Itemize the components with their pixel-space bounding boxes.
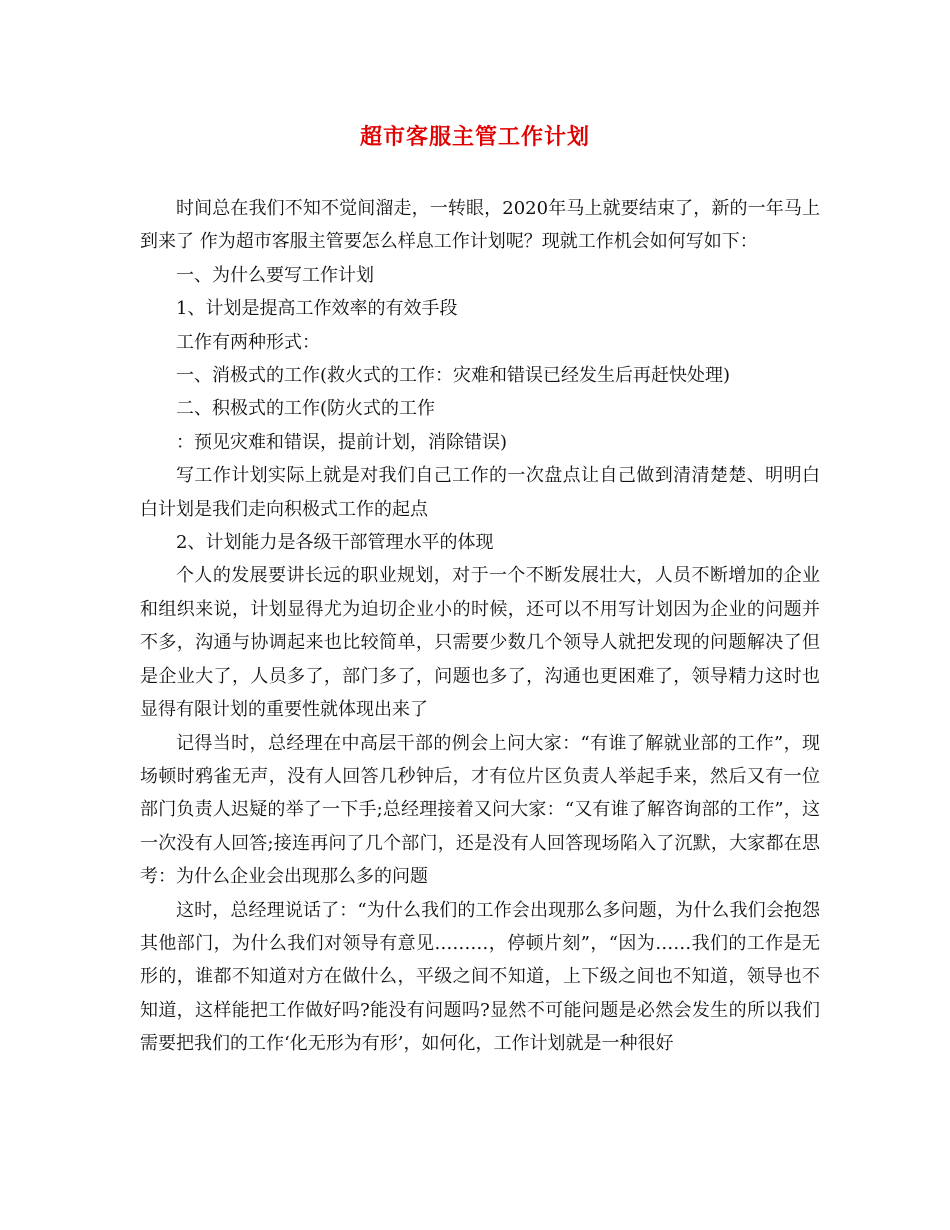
paragraph: 工作有两种形式： (176, 331, 320, 353)
paragraph: 一、为什么要写工作计划 (176, 264, 374, 286)
paragraph: ：预见灾难和错误，提前计划，消除错误) (176, 431, 508, 453)
paragraph: 这时，总经理说话了：“为什么我们的工作会出现那么多问题，为什么我们会抱怨其他部门，为什么我们对领导有意见………，停顿片刻”，“因为……我们的工作是无形的，谁都不知道对方在做什么，平级之间不知道，上下级之间也不知道，领导也不知道，这样能把工作做好吗?能没有问题吗?显然不可能问题是必然会发生的所以我们需要把我们的工作‘化无形为有形’，如何化，工作计划就是一种很好 (140, 899, 820, 1055)
paragraph: 个人的发展要讲长远的职业规划，对于一个不断发展壮大，人员不断增加的企业和组织来说，计划显得尤为迫切企业小的时候，还可以不用写计划因为企业的问题并不多，沟通与协调起来也比较简单，只需要少数几个领导人就把发现的问题解决了但是企业大了，人员多了，部门多了，问题也多了，沟通也更困难了，领导精力这时也显得有限计划的重要性就体现出来了 (140, 565, 820, 721)
paragraph: 二、积极式的工作(防火式的工作 (176, 398, 436, 420)
paragraph: 1、计划是提高工作效率的有效手段 (176, 298, 458, 320)
paragraph: 记得当时，总经理在中高层干部的例会上问大家：“有谁了解就业部的工作”，现场顿时鸦雀无声，没有人回答几秒钟后，才有位片区负责人举起手来，然后又有一位部门负责人迟疑的举了一下手;总经理接着又问大家：“又有谁了解咨询部的工作”，这一次没有人回答;接连再问了几个部门，还是没有人回答现场陷入了沉默，大家都在思考：为什么企业会出现那么多的问题 (140, 732, 820, 888)
paragraph: 写工作计划实际上就是对我们自己工作的一次盘点让自己做到清清楚楚、明明白白计划是我们走向积极式工作的起点 (140, 465, 820, 520)
document-title: 超市客服主管工作计划 (359, 124, 590, 150)
paragraph: 2、计划能力是各级干部管理水平的体现 (176, 532, 494, 554)
document-body (140, 192, 820, 1061)
paragraph: 时间总在我们不知不觉间溜走，一转眼，2020年马上就要结束了，新的一年马上到来了 作为超市客服主管要怎么样息工作计划呢？现就工作机会如何写如下： (140, 198, 820, 253)
paragraph: 一、消极式的工作(救火式的工作：灾难和错误已经发生后再赶快处理) (176, 365, 731, 387)
